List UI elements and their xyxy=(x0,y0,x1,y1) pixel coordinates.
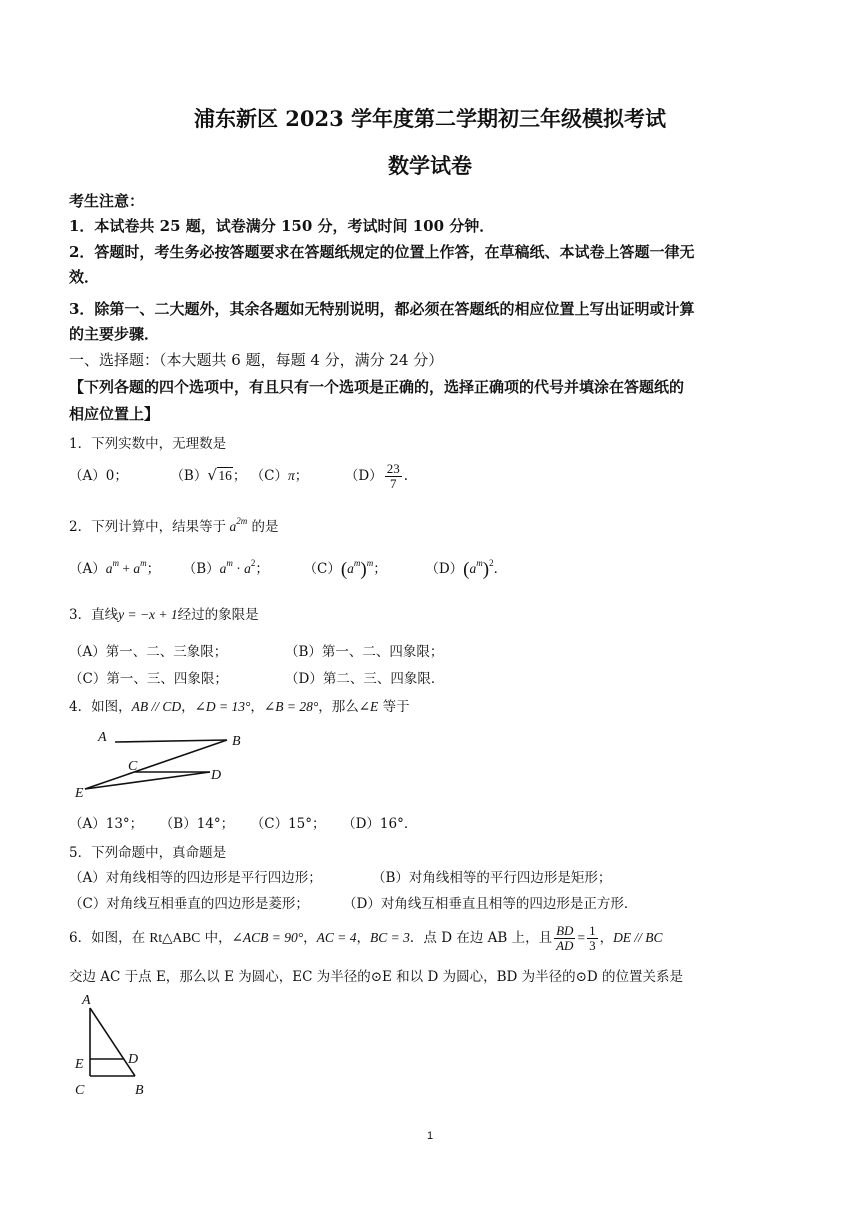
q2-option-d: $(D)(a^m)^2$． xyxy=(425,558,508,580)
q6-label-a: A xyxy=(82,993,91,1008)
note-item-3-line2: 的主要步骤． xyxy=(69,325,160,343)
q5-stem: 5．下列命题中，真命题是 xyxy=(69,845,227,861)
q2-stem: 2．下列计算中，结果等于 $a^{2m}$ 的是 xyxy=(69,516,279,535)
note-item-2-line2: 效． xyxy=(69,268,100,286)
q6-label-b: B xyxy=(135,1083,144,1098)
q6-figure xyxy=(68,990,168,1098)
q3-option-d: （D）第二、三、四象限． xyxy=(285,671,445,687)
q5-option-d: （D）对角线互相垂直且相等的四边形是正方形． xyxy=(343,896,638,912)
q2-option-a: $(A)a^m + a^m$； xyxy=(69,558,161,577)
q5-option-c: （C）对角线互相垂直的四边形是菱形； xyxy=(69,896,309,912)
q6-label-d: D xyxy=(128,1052,139,1067)
q2-options xyxy=(69,557,507,581)
q1-option-a: （A）0； xyxy=(69,468,128,484)
q2-option-c: $(C)(a^m)^m$； xyxy=(303,558,387,580)
q1-stem: 1．下列实数中，无理数是 xyxy=(69,436,227,452)
q4-label-d: D xyxy=(211,768,222,783)
q5-option-a: （A）对角线相等的四边形是平行四边形； xyxy=(69,870,322,886)
q3-option-a: （A）第一、二、三象限； xyxy=(69,644,228,660)
q4-figure xyxy=(70,722,260,806)
note-item-1: 1．本试卷共 25 题，试卷满分 150 分，考试时间 100 分钟． xyxy=(69,217,495,235)
exam-title: 浦东新区 2023 学年度第二学期初三年级模拟考试 xyxy=(193,106,667,131)
section-instruction-line1: 【下列各题的四个选项中，有且只有一个选项是正确的，选择正确项的代号并填涂在答题纸的 xyxy=(69,378,685,396)
q6-stem-line2: 交边 AC 于点 E，那么以 E 为圆心，EC 为半径的⊙E 和以 D 为圆心，BD 为半径的⊙D 的位置关系是 xyxy=(69,969,684,985)
line-be xyxy=(85,740,227,789)
q2-option-b: $(B)a^m \cdot a^2$； xyxy=(182,558,269,577)
q4-options xyxy=(69,812,417,832)
section-instruction-line2: 相应位置上】 xyxy=(69,405,160,423)
q1-option-b: （B） √ 16； xyxy=(170,466,247,484)
q4-label-c: C xyxy=(128,759,138,774)
q3-option-c: （C）第一、三、四象限； xyxy=(69,671,228,687)
q4-option-d: （D）16°． xyxy=(342,816,418,832)
q5-option-b: （B）对角线相等的平行四边形是矩形； xyxy=(372,870,612,886)
q4-option-a: （A）13°； xyxy=(69,816,144,832)
q4-label-e: E xyxy=(75,786,84,801)
q6-label-c: C xyxy=(75,1083,85,1098)
q4-option-b: （B）14°； xyxy=(159,816,235,832)
q3-stem: 3．直线y = −x + 1经过的象限是 xyxy=(69,607,259,623)
q1-option-c: （C）π； xyxy=(250,468,309,484)
q6-label-e: E xyxy=(75,1057,84,1072)
q6-stem-line1: 6．如图，在 Rt△ABC 中，∠ACB = 90°，AC = 4，BC = 3．点 D 在边 AB 上，且 $\frac{BD}{AD}$ = $\frac{1}{3}$ ，DE // BC xyxy=(69,923,663,953)
q3-option-b: （B）第一、二、四象限； xyxy=(285,644,444,660)
notes-heading: 考生注意： xyxy=(69,192,145,210)
q4-stem: 4．如图，AB // CD，∠D = 13°，∠B = 28°，那么∠E 等于 xyxy=(69,699,410,715)
page-number: 1 xyxy=(426,1130,434,1142)
section-heading: 一、选择题：（本大题共 6 题，每题 4 分，满分 24 分） xyxy=(69,351,444,369)
q4-label-b: B xyxy=(232,734,241,749)
q4-option-c: （C）15°； xyxy=(250,816,326,832)
line-ab xyxy=(115,740,227,742)
note-item-3-line1: 3．除第一、二大题外，其余各题如无特别说明，都必须在答题纸的相应位置上写出证明或计算 xyxy=(69,300,695,318)
q1-option-d: （D） $\frac{23}{7}$ . xyxy=(344,461,408,491)
line-de xyxy=(85,772,210,789)
exam-subtitle: 数学试卷 xyxy=(388,153,472,178)
q1-options xyxy=(69,462,408,491)
q4-label-a: A xyxy=(98,730,107,745)
note-item-2-line1: 2．答题时，考生务必按答题要求在答题纸规定的位置上作答，在草稿纸、本试卷上答题一律无 xyxy=(69,243,695,261)
